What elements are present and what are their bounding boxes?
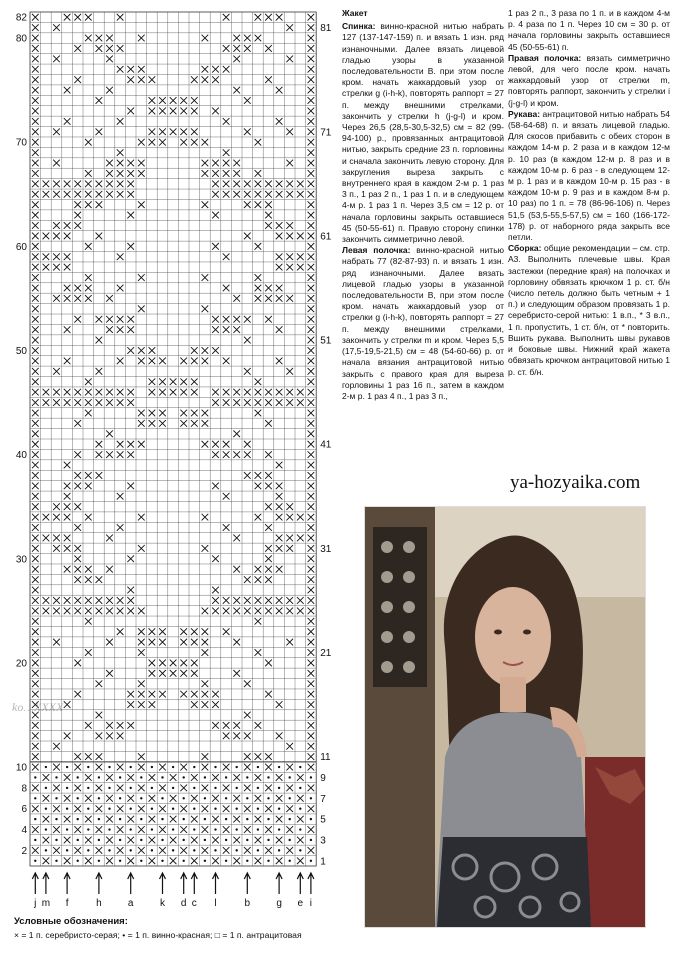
stitch-dot <box>77 797 79 799</box>
row-label-left: 30 <box>15 554 27 566</box>
stitch-dot <box>289 839 291 841</box>
stitch-dot <box>289 860 291 862</box>
column-arrow <box>297 873 303 894</box>
column-label: f <box>65 898 69 909</box>
stitch-dot <box>130 828 132 830</box>
stitch-dot <box>119 776 121 778</box>
back-title: Спинка: <box>342 21 376 32</box>
stitch-dot <box>257 808 259 810</box>
stitch-dot <box>77 776 79 778</box>
stitch-dot <box>161 860 163 862</box>
stitch-dot <box>214 808 216 810</box>
stitch-dot <box>193 849 195 851</box>
stitch-dot <box>246 818 248 820</box>
stitch-dot <box>98 860 100 862</box>
stitch-dot <box>267 860 269 862</box>
stitch-dot <box>204 776 206 778</box>
stitch-dot <box>246 797 248 799</box>
column-arrow <box>191 873 197 894</box>
stitch-dot <box>236 808 238 810</box>
stitch-dot <box>34 797 36 799</box>
column-label: l <box>214 898 217 909</box>
stitch-dot <box>45 766 47 768</box>
row-label-left: 40 <box>15 450 27 462</box>
column-label: c <box>191 898 197 909</box>
stitch-dot <box>225 818 227 820</box>
stitch-dot <box>87 808 89 810</box>
stitch-dot <box>310 797 312 799</box>
right-front-body: вязать симметрично левой, для чего после кром. начать жаккардовый узор от стрелки m, повторять раппорт, закончить у стрелки i (j-g-l) и кром. <box>508 52 670 108</box>
column-label: a <box>127 898 134 909</box>
stitch-dot <box>130 808 132 810</box>
stitch-dot <box>225 776 227 778</box>
stitch-dot <box>267 797 269 799</box>
stitch-dot <box>34 860 36 862</box>
stitch-dot <box>214 849 216 851</box>
stitch-dot <box>151 808 153 810</box>
stitch-dot <box>204 860 206 862</box>
right-front-title: Правая полочка: <box>508 52 582 63</box>
stitch-dot <box>289 818 291 820</box>
stitch-dot <box>204 797 206 799</box>
column-label: h <box>96 898 102 909</box>
column-label: i <box>309 898 313 909</box>
stitch-dot <box>66 828 68 830</box>
assembly-section <box>508 243 670 377</box>
stitch-dot <box>193 766 195 768</box>
stitch-dot <box>278 808 280 810</box>
column-arrow <box>276 873 282 894</box>
stitch-dot <box>45 828 47 830</box>
stitch-dot <box>108 808 110 810</box>
row-label-right: 31 <box>320 543 332 555</box>
stitch-dot <box>151 766 153 768</box>
left-front-body: винно-красной нитью набрать 77 (82-87-93) п. и вязать 1 изн. ряд изнаночными. Далее вязать лицевой гладью узоры в указанной последовательности В, при этом после кром. начать жаккардовый узор от стрелки g (i-h-k), повторять раппорт = 27 п. между внешними стрелками, закончить у стрелки m и кром. Через 5,5 (17,5-19,5-21,5) см = 48 (54-60-66) р. от начала вязания антрацитовой нитью закрыть с правого края для выреза горловины 1 раз 16 п., затем в каждом 2-м р. 1 раз 4 п., 1 раз 3 п., <box>342 245 504 401</box>
stitch-dot <box>140 860 142 862</box>
column-label: d <box>180 898 187 909</box>
stitch-dot <box>236 828 238 830</box>
column-label: k <box>160 898 165 909</box>
stitch-dot <box>236 787 238 789</box>
chart-watermark: ko…XXXX <box>12 700 64 714</box>
stitch-dot <box>108 766 110 768</box>
stitch-dot <box>87 766 89 768</box>
sleeves-body: антрацитовой нитью набрать 54 (58-64-68) п. и вязать лицевой гладью. Для скосов прибавить с обеих сторон в каждом 14-м р. 2 раза и в каждом 12-м р. 10 раз (в каждом 12-м р. 8 раз и в каждом 10-м р. 6 раз - в следующем 12-м р. 1 раз и в каждом 10-м р. 15 раз - в каждом 10-м р. 9 раз и в каждом 8-м р. 10 раз) по 1 п. = 78 (86-96-106) п. Через 51,5 (53,5-55,5-57,5) см = 160 (166-172-178) р. от наборного ряда закрыть все петли. <box>508 108 670 243</box>
stitch-dot <box>87 849 89 851</box>
stitch-dot <box>278 787 280 789</box>
row-label-right: 81 <box>320 23 332 35</box>
column-arrow <box>213 873 219 894</box>
left-front-continued: 1 раз 2 п., 3 раза по 1 п. и в каждом 4-м р. 4 раза по 1 п. Через 10 см = 30 р. от начала горловины закрыть оставшиеся 45 (50-55-61) п. <box>508 8 670 52</box>
stitch-dot <box>151 828 153 830</box>
row-label-right: 51 <box>320 335 332 347</box>
legend-items: × = 1 п. серебристо-серая; • = 1 п. винно-красная; □ = 1 п. антрацитовая <box>14 930 302 940</box>
column-arrow <box>96 873 102 894</box>
stitch-dot <box>257 787 259 789</box>
stitch-dot <box>34 818 36 820</box>
stitch-dot <box>257 849 259 851</box>
row-label-right: 61 <box>320 231 332 243</box>
stitch-dot <box>193 808 195 810</box>
model-photo-illustration <box>365 507 645 927</box>
stitch-dot <box>289 797 291 799</box>
stitch-dot <box>183 860 185 862</box>
instructions-column-2 <box>508 8 670 378</box>
stitch-dot <box>66 766 68 768</box>
column-arrow <box>43 873 49 894</box>
stitch-dot <box>299 849 301 851</box>
stitch-dot <box>214 787 216 789</box>
stitch-dot <box>246 776 248 778</box>
stitch-dot <box>98 797 100 799</box>
stitch-dot <box>299 828 301 830</box>
stitch-dot <box>236 766 238 768</box>
stitch-dot <box>119 818 121 820</box>
stitch-dot <box>140 797 142 799</box>
row-label-left: 70 <box>15 137 27 149</box>
stitch-dot <box>204 839 206 841</box>
stitch-dot <box>98 818 100 820</box>
back-section <box>342 21 504 245</box>
column-label: g <box>276 898 282 909</box>
stitch-dot <box>55 776 57 778</box>
stitch-dot <box>172 849 174 851</box>
column-arrow <box>181 873 187 894</box>
column-label: j <box>34 898 37 909</box>
instructions-column-1 <box>342 8 504 402</box>
stitch-dot <box>183 776 185 778</box>
stitch-dot <box>66 849 68 851</box>
row-label-right: 1 <box>320 856 326 868</box>
row-label-right: 41 <box>320 439 332 451</box>
stitch-dot <box>310 860 312 862</box>
stitch-dot <box>98 839 100 841</box>
column-arrow <box>308 873 314 894</box>
stitch-dot <box>161 797 163 799</box>
sleeves-title: Рукава: <box>508 108 541 119</box>
stitch-dot <box>87 828 89 830</box>
stitch-dot <box>257 828 259 830</box>
row-label-left: 6 <box>21 804 27 816</box>
site-url-watermark: ya-hozyaika.com <box>510 472 641 493</box>
stitch-dot <box>267 776 269 778</box>
stitch-dot <box>299 787 301 789</box>
sleeves-section <box>508 109 670 243</box>
assembly-title: Сборка: <box>508 243 542 254</box>
stitch-dot <box>108 849 110 851</box>
row-label-left: 10 <box>15 762 27 774</box>
back-body: винно-красной нитью набрать 127 (137-147-159) п. и вязать 1 изн. ряд изнаночными. Далее вязать лицевой гладью узоры в указанной последовательности В. при этом после кром. начать жаккардовый узор от стрелки g (i-h-k), повторять раппорт = 27 п. между внешними стрелками, закончить у стрелки h (j-g-l) и кром. Через 26,5 (28,5-30,5-32,5) см = 82 (99-94-100) р., провязанных антрацитовой нитью, закрыть средние 23 п. горловины и сначала закончить левую сторону. Для закругления выреза закрыть с внутреннего края в каждом 2-м р. 1 раз 3 п., 1 раз 2 п., 1 раз 1 п. и в следующем 4-м р. 1 раз 1 п. Через 3,5 см = 12 р. от начала горловины закрыть оставшиеся 45 (50-55-61) п. Правую сторону спинки закончить симметрично левой. <box>342 21 504 245</box>
row-label-left: 60 <box>15 241 27 253</box>
stitch-dot <box>108 787 110 789</box>
stitch-dot <box>66 808 68 810</box>
stitch-dot <box>183 839 185 841</box>
stitch-dot <box>161 818 163 820</box>
stitch-dot <box>130 787 132 789</box>
stitch-dot <box>34 839 36 841</box>
stitch-dot <box>140 818 142 820</box>
stitch-dot <box>267 839 269 841</box>
stitch-dot <box>151 787 153 789</box>
column-label: b <box>244 898 251 909</box>
stitch-dot <box>77 860 79 862</box>
right-front-section <box>508 53 670 109</box>
row-label-right: 71 <box>320 127 332 139</box>
left-front-title: Левая полочка: <box>342 245 411 256</box>
stitch-dot <box>278 849 280 851</box>
stitch-dot <box>214 828 216 830</box>
stitch-dot <box>214 766 216 768</box>
stitch-dot <box>55 797 57 799</box>
stitch-dot <box>119 839 121 841</box>
stitch-dot <box>225 839 227 841</box>
stitch-dot <box>34 776 36 778</box>
stitch-dot <box>140 776 142 778</box>
assembly-body: общие рекомендации – см. стр. А3. Выполнить плечевые швы. Края застежки (передние края) на полочках и горловину обвязать крючком 1 р. ст. б/н (число петель должно быть четным + 1 п.) и следующим образом провязать 1 р. серебристо-серой нитью: 1 в.п., * 3 в.п., 1 п. пропустить, 1 ст. б/н, от * повторить. Вшить рукава. Выполнить швы рукавов и боковые швы. Нижний край жакета обвязать крючком антрацитовой нитью 1 р. ст. б/н. <box>508 243 670 377</box>
stitch-dot <box>257 766 259 768</box>
stitch-dot <box>108 828 110 830</box>
column-arrow <box>128 873 134 894</box>
stitch-dot <box>310 776 312 778</box>
stitch-dot <box>310 839 312 841</box>
stitch-dot <box>172 766 174 768</box>
stitch-dot <box>172 787 174 789</box>
stitch-dot <box>151 849 153 851</box>
stitch-dot <box>278 828 280 830</box>
column-label: e <box>297 898 304 909</box>
row-label-right: 11 <box>320 752 331 764</box>
column-arrow <box>160 873 166 894</box>
stitch-dot <box>45 787 47 789</box>
left-front-section <box>342 245 504 402</box>
stitch-dot <box>204 818 206 820</box>
stitch-dot <box>55 860 57 862</box>
row-label-left: 8 <box>21 783 27 795</box>
stitch-dot <box>119 797 121 799</box>
column-label: m <box>41 898 51 909</box>
legend-title: Условные обозначения: <box>14 916 128 927</box>
stitch-dot <box>172 808 174 810</box>
stitch-dot <box>87 787 89 789</box>
stitch-dot <box>130 766 132 768</box>
row-label-right: 5 <box>320 814 326 826</box>
stitch-dot <box>299 808 301 810</box>
stitch-dot <box>183 797 185 799</box>
stitch-dot <box>172 828 174 830</box>
stitch-dot <box>66 787 68 789</box>
row-label-left: 2 <box>21 845 27 857</box>
stitch-dot <box>55 839 57 841</box>
stitch-dot <box>193 828 195 830</box>
row-label-left: 20 <box>15 658 27 670</box>
row-label-left: 50 <box>15 345 27 357</box>
stitch-dot <box>193 787 195 789</box>
stitch-dot <box>289 776 291 778</box>
stitch-dot <box>45 849 47 851</box>
stitch-dot <box>236 849 238 851</box>
column-arrow <box>244 873 250 894</box>
stitch-dot <box>55 818 57 820</box>
stitch-dot <box>246 860 248 862</box>
stitch-dot <box>77 839 79 841</box>
stitch-dot <box>299 766 301 768</box>
stitch-dot <box>130 849 132 851</box>
row-label-right: 3 <box>320 835 326 847</box>
row-label-left: 82 <box>15 12 27 24</box>
stitch-dot <box>45 808 47 810</box>
stitch-dot <box>310 818 312 820</box>
stitch-dot <box>267 818 269 820</box>
model-photo <box>364 506 646 928</box>
row-label-left: 4 <box>21 825 27 837</box>
stitch-dot <box>119 860 121 862</box>
stitch-dot <box>140 839 142 841</box>
stitch-dot <box>278 766 280 768</box>
jacket-title: Жакет <box>342 8 368 18</box>
row-label-right: 7 <box>320 793 326 805</box>
row-label-left: 80 <box>15 33 27 45</box>
column-arrow <box>64 873 70 894</box>
stitch-dot <box>161 776 163 778</box>
row-label-right: 9 <box>320 772 326 784</box>
stitch-dot <box>183 818 185 820</box>
stitch-dot <box>225 797 227 799</box>
stitch-dot <box>161 839 163 841</box>
stitch-dot <box>77 818 79 820</box>
column-arrow <box>32 873 38 894</box>
stitch-dot <box>246 839 248 841</box>
stitch-dot <box>98 776 100 778</box>
chart-grid <box>0 0 340 915</box>
row-label-right: 21 <box>320 648 332 659</box>
stitch-dot <box>225 860 227 862</box>
